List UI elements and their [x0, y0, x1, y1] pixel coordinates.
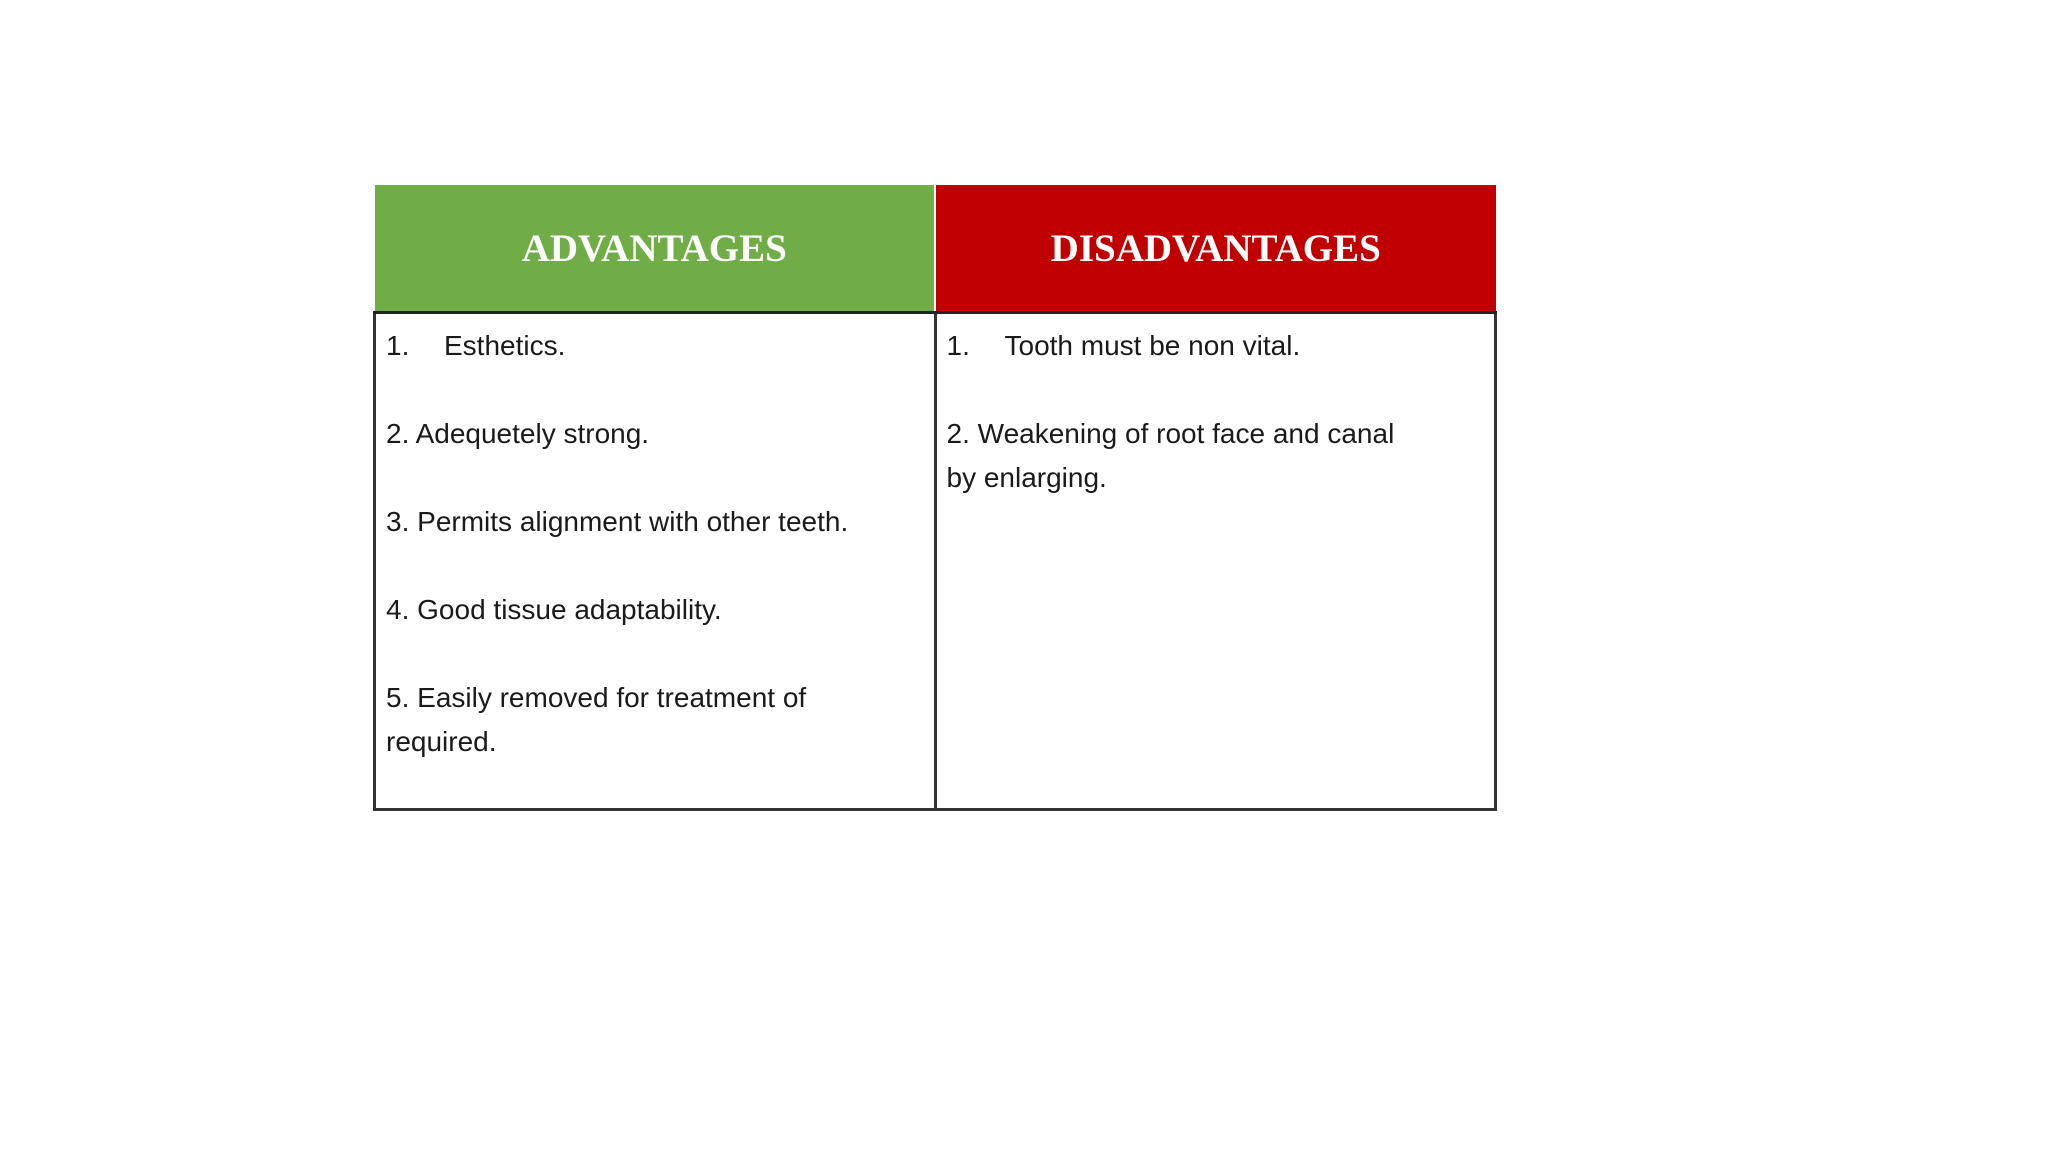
item-number: 2.: [386, 418, 410, 449]
item-number: 4.: [386, 594, 410, 625]
advantages-cell: [375, 313, 936, 810]
list-item: [386, 500, 924, 544]
list-item: [947, 412, 1425, 500]
list-item: [386, 588, 924, 632]
item-number: 1.: [946, 330, 970, 361]
item-text: Good tissue adaptability.: [417, 594, 722, 625]
disadvantages-header: DISADVANTAGES: [935, 185, 1496, 313]
list-item: [386, 412, 924, 456]
advantages-header: ADVANTAGES: [375, 185, 936, 313]
item-text: Weakening of root face and canal by enlarging.: [946, 418, 1395, 493]
item-text: Permits alignment with other teeth.: [417, 506, 849, 537]
item-number: 2.: [946, 418, 970, 449]
list-item: [386, 324, 924, 368]
item-number: 5.: [386, 682, 410, 713]
list-item: [947, 324, 1485, 368]
table-body-row: [375, 313, 1496, 810]
comparison-table: [373, 185, 1497, 811]
list-item: [386, 676, 924, 764]
item-text: Esthetics.: [444, 330, 566, 361]
item-text: Adequetely strong.: [415, 418, 650, 449]
disadvantages-cell: [935, 313, 1496, 810]
item-text: Easily removed for treatment of required.: [386, 682, 807, 757]
item-number: 1.: [386, 330, 410, 361]
table-header-row: [375, 185, 1496, 313]
item-text: Tooth must be non vital.: [1004, 330, 1301, 361]
item-number: 3.: [386, 506, 410, 537]
comparison-table-container: [373, 185, 1497, 755]
